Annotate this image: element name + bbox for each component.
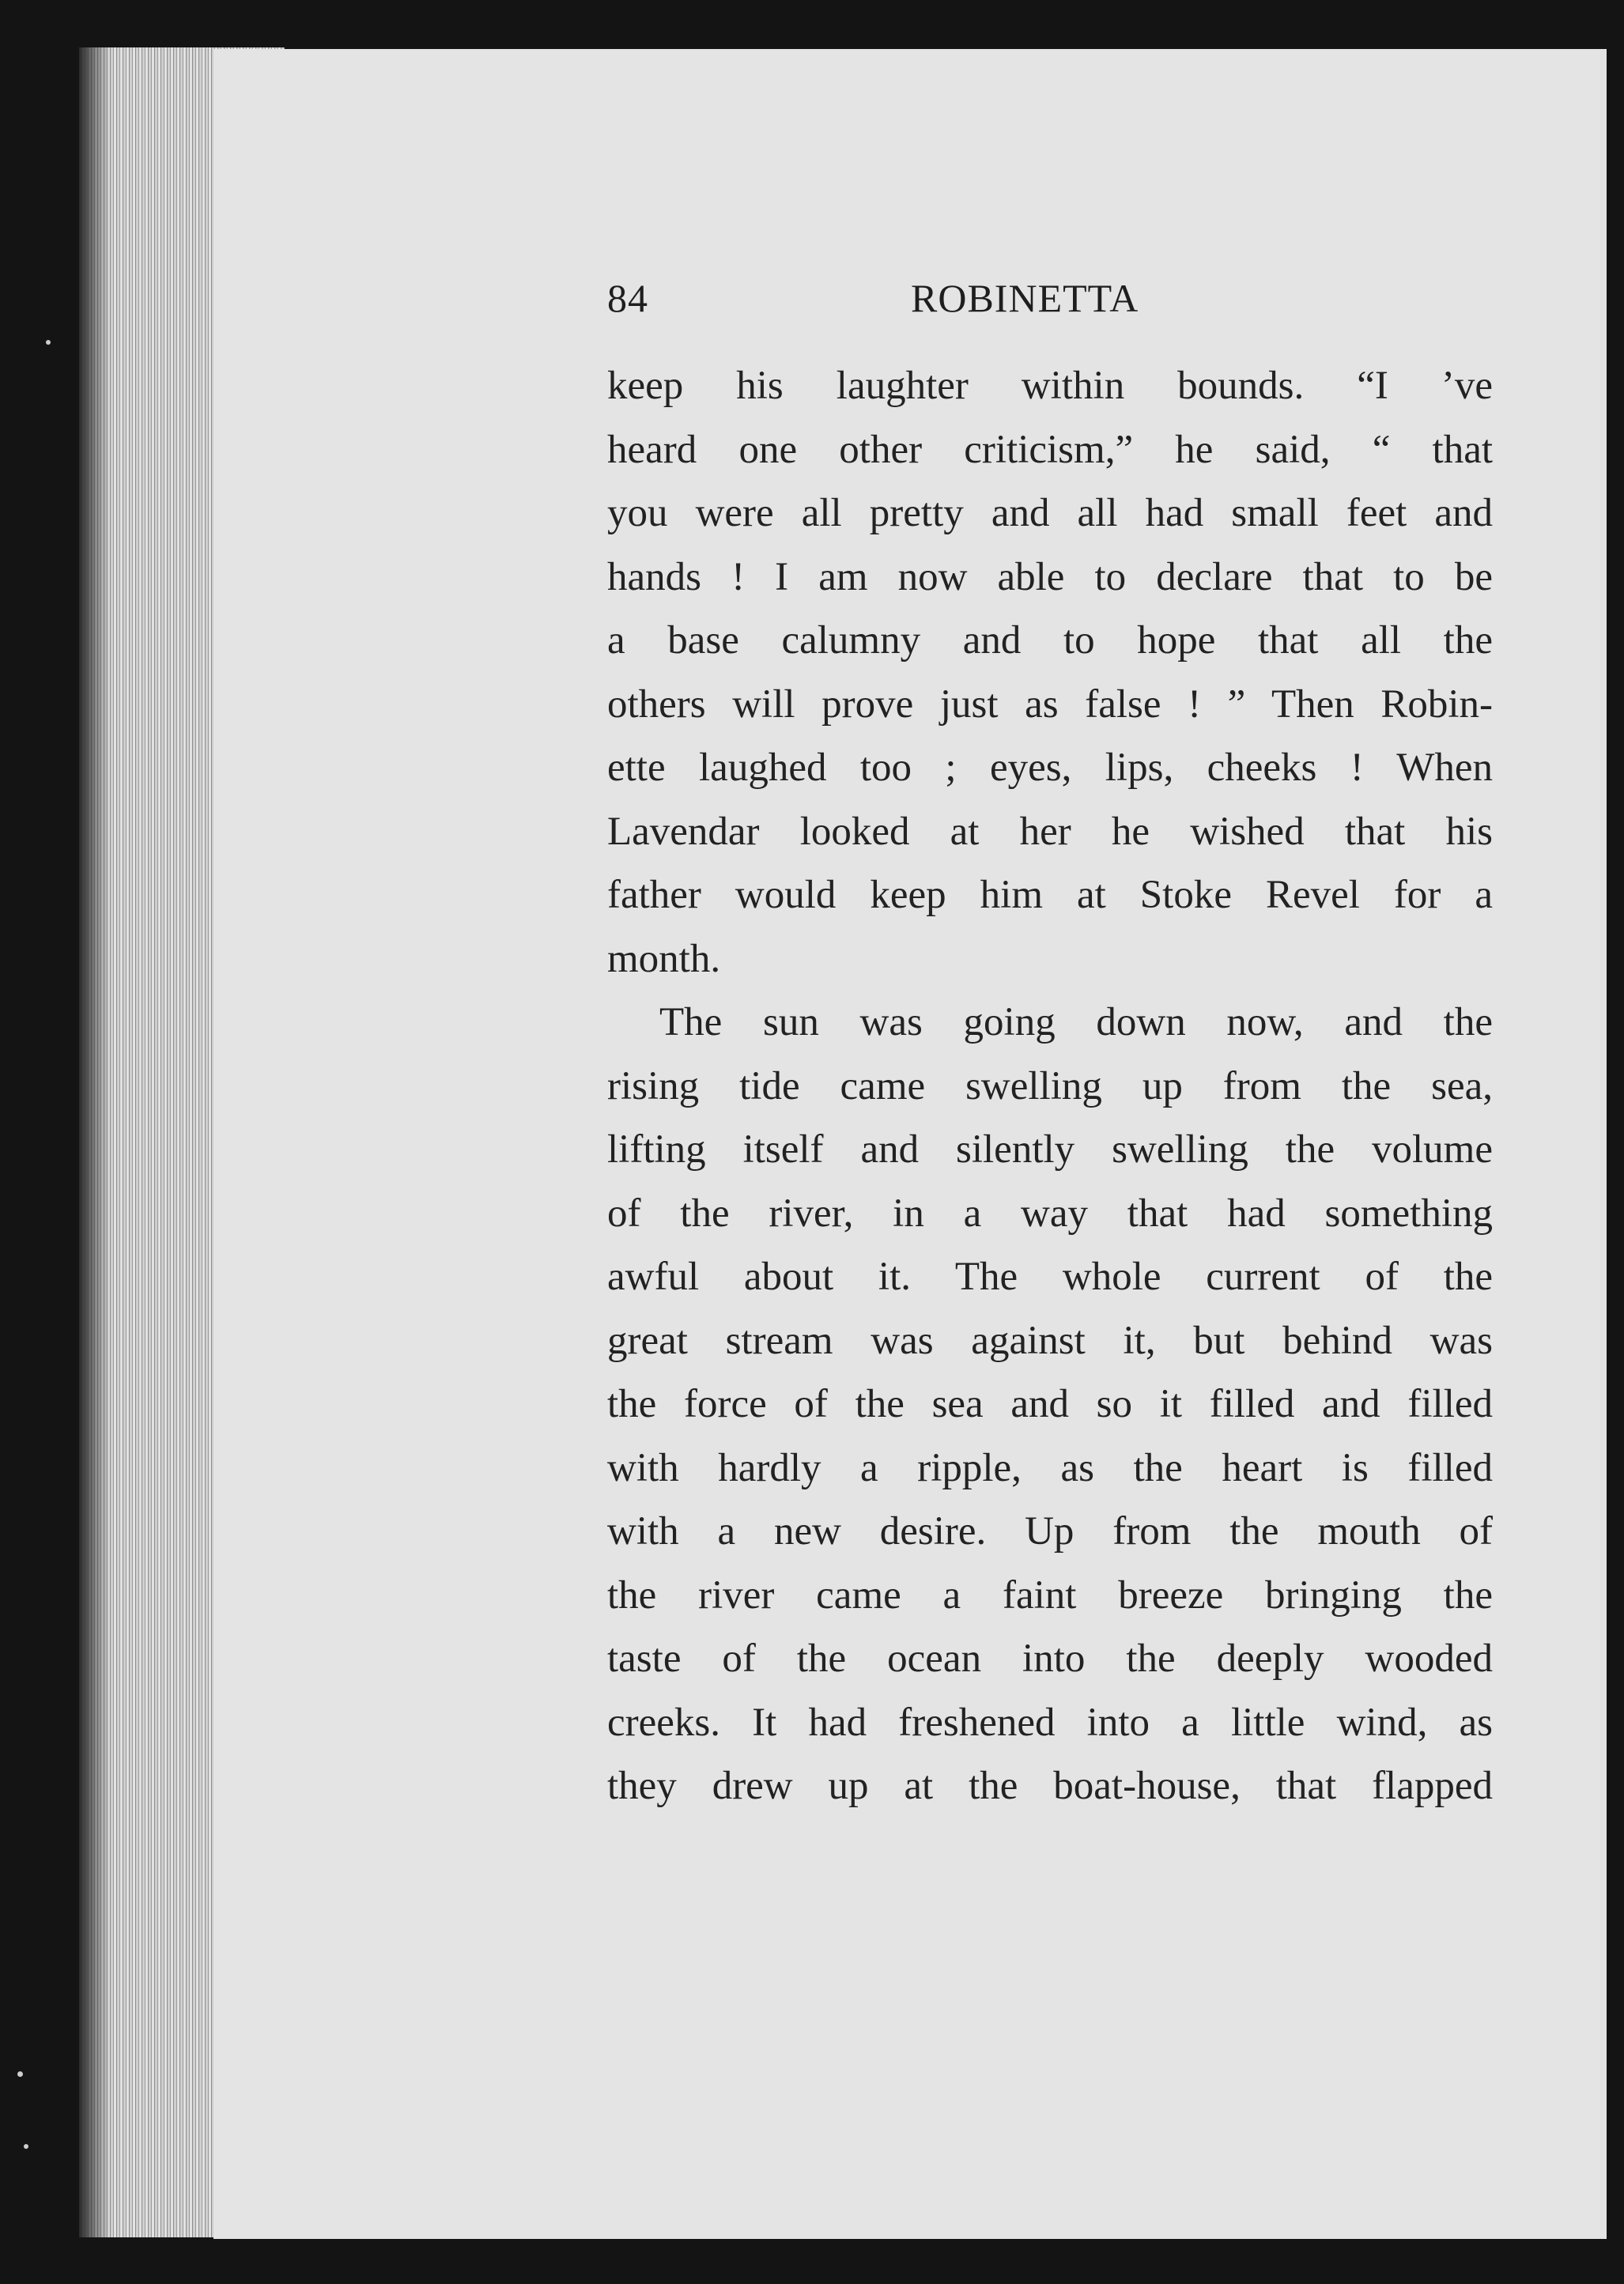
text-line: rising tide came swelling up from the sea, [607, 1063, 1493, 1108]
text-line: of the river, in a way that had something [607, 1191, 1493, 1236]
text-line: creeks. It had freshened into a little wind, as [607, 1700, 1493, 1745]
text-line: with a new desire. Up from the mouth of [607, 1509, 1493, 1553]
text-line: awful about it. The whole current of the [607, 1255, 1493, 1299]
text-line: Lavendar looked at her he wished that his [607, 809, 1493, 854]
page-number: 84 [607, 276, 648, 320]
text-line: the river came a faint breeze bringing the [607, 1572, 1493, 1618]
text-line: month. [607, 936, 721, 981]
text-line: keep his laughter within bounds. “I ’ve [607, 364, 1493, 408]
scan-speck [24, 2144, 28, 2149]
text-line: with hardly a ripple, as the heart is filled [607, 1445, 1493, 1490]
text-line: father would keep him at Stoke Revel for a [607, 873, 1493, 917]
running-title: ROBINETTA [911, 276, 1139, 320]
text-line: a base calumny and to hope that all the [607, 618, 1493, 663]
text-line: others will prove just as false ! ” Then Robin- [607, 681, 1493, 727]
text-line: ette laughed too ; eyes, lips, cheeks ! When [607, 746, 1493, 790]
gutter-shadow [79, 47, 111, 2237]
text-line: lifting itself and silently swelling the volume [607, 1127, 1493, 1172]
text-line: taste of the ocean into the deeply wooded [607, 1637, 1493, 1681]
running-head [607, 275, 1184, 323]
body-text [607, 354, 1493, 1818]
text-line: you were all pretty and all had small feet and [607, 491, 1493, 535]
scan-speck [17, 2071, 23, 2077]
text-line: great stream was against it, but behind was [607, 1318, 1493, 1363]
text-line: heard one other criticism,” he said, “ that [607, 427, 1493, 472]
text-line: hands ! I am now able to declare that to be [607, 554, 1493, 599]
text-line: the force of the sea and so it filled and filled [607, 1382, 1493, 1426]
text-line: they drew up at the boat-house, that flapped [607, 1764, 1493, 1808]
scan-speck [46, 340, 51, 345]
text-line: The sun was going down now, and the [659, 1000, 1493, 1044]
